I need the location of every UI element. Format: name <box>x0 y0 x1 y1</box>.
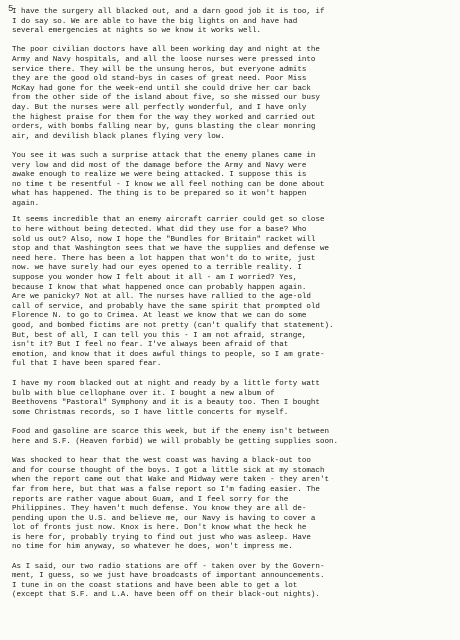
text-line: air, and devilish black planes flying very low. <box>12 132 225 141</box>
text-line: Army and Navy hospitals, and all the loose nurses were pressed into <box>12 55 316 64</box>
text-line: awake enough to realize we were being attacked. I suppose this is <box>12 171 307 180</box>
text-line: they are the good old stand-bys in cases of great need. Poor Miss <box>12 75 307 84</box>
text-line: suppose you wonder how I felt about it all - am I worried? Yes, <box>12 274 298 283</box>
text-line: I tune in on the coast stations and have been able to get a lot <box>12 581 298 590</box>
text-line: I have my room blacked out at night and ready by a little forty watt <box>12 379 320 388</box>
text-line: But, best of all, I can tell you this - I am not afraid, strange, <box>12 331 307 340</box>
text-line: service there. They will be the unsung heros, but everyone admits <box>12 65 307 74</box>
text-line: when the report came out that Wake and Midway were taken - they aren't <box>12 476 330 485</box>
text-line: ment, I guess, so we just have broadcasts of important announcements. <box>12 572 325 581</box>
text-line: As I said, our two radio stations are off - taken over by the Govern- <box>12 562 325 571</box>
paragraph-room-blackout <box>12 380 458 418</box>
text-line: You see it was such a surprise attack that the enemy planes came in <box>12 151 316 160</box>
text-line: sold us out? Also, now I hope the "Bundles for Britain" racket will <box>12 235 316 244</box>
paragraph-surprise-attack <box>12 152 458 210</box>
text-line: bulb with blue cellophane over it. I bought a new album of <box>12 389 275 398</box>
text-line: Are we panicky? Not at all. The nurses have rallied to the age-old <box>12 293 311 302</box>
text-line: pending upon the U.S. and believe me, our Navy is having to cover a <box>12 514 316 523</box>
text-line: Beethovens "Pastoral" Symphony and it is a beauty too. Then I bought <box>12 399 320 408</box>
text-line: Was shocked to hear that the west coast was having a black-out too <box>12 457 311 466</box>
text-line: The poor civilian doctors have all been working day and night at the <box>12 46 320 55</box>
text-line: some Christmas records, so I have little concerts for myself. <box>12 408 289 417</box>
text-line: to here without being detected. What did they use for a base? Who <box>12 226 307 235</box>
text-line: reports are rather vague about Guam, and I feel sorry for the <box>12 495 289 504</box>
page-corner-mark: 5 <box>8 4 14 14</box>
text-line: here and S.F. (Heaven forbid) we will probably be getting supplies soon. <box>12 437 339 446</box>
text-line: Florence N. to go to Crimea. At least we know that we can do some <box>12 312 307 321</box>
text-line: I have the surgery all blacked out, and a darn good job it is too, if <box>12 8 325 16</box>
text-line: very low and did most of the damage before the Army and Navy were <box>12 161 307 170</box>
text-line: again. <box>12 199 40 208</box>
text-line: now. we have surely had our eyes opened to a terrible reality. I <box>12 264 302 273</box>
text-line: no time t be resentful - I know we all feel nothing can be done about <box>12 180 325 189</box>
text-line: because I know that what happened once can probably happen again. <box>12 283 307 292</box>
text-line: lot of fronts just now. Knox is here. Don't know what the heck he <box>12 524 307 533</box>
text-line: I do say so. We are able to have the big lights on and have had <box>12 17 298 26</box>
letter-body <box>12 8 458 611</box>
text-line: and for course thought of the boys. I got a little sick at my stomach <box>12 466 325 475</box>
text-line: call of service, and probably have the same spirit that prompted old <box>12 302 320 311</box>
paragraph-radio-stations <box>12 563 458 601</box>
text-line: no time for him anyway, so whatever he does, won't impress me. <box>12 543 293 552</box>
text-line: what has happened. The thing is to be prepared so it won't happen <box>12 190 307 199</box>
text-line: It seems incredible that an enemy aircraft carrier could get so close <box>12 216 325 225</box>
paragraph-west-coast <box>12 457 458 553</box>
text-line: Philippines. They haven't much defense. You know they are all de- <box>12 505 307 514</box>
text-line: far from here, but that was a false report so I'm fading easier. The <box>12 485 320 494</box>
text-line: from the other side of the island about five, so she missed our busy <box>12 94 320 103</box>
paragraph-civilian-doctors <box>12 46 458 142</box>
text-line: several emergencies at nights so we know it works well. <box>12 27 262 36</box>
text-line: isn't it? But I feel no fear. I've always been afraid of that <box>12 341 289 350</box>
text-line: emotion, and know that it does awful things to people, so I am grate- <box>12 350 325 359</box>
text-line: ful that I have been spared fear. <box>12 360 162 369</box>
paragraph-aircraft-carrier <box>12 216 458 370</box>
paragraph-blackout-surgery <box>12 8 458 37</box>
text-line: orders, with bombs falling near by, guns blasting the clear monring <box>12 123 316 132</box>
text-line: day. But the nurses were all perfectly wonderful, and I have only <box>12 103 307 112</box>
text-line: (except that S.F. and L.A. have been off on their black-out nights). <box>12 591 320 600</box>
paragraph-food-gasoline <box>12 428 458 447</box>
text-line: McKay had gone for the week-end until she could drive her car back <box>12 84 311 93</box>
text-line: stop and that Washington sees that we have the supplies and defense we <box>12 245 330 254</box>
text-line: the highest praise for them for the way they worked and carried out <box>12 113 316 122</box>
text-line: good, and bombed fictims are not pretty (can't qualify that statement). <box>12 322 334 330</box>
text-line: is here for, probably trying to find out just who was asleep. Have <box>12 533 311 542</box>
text-line: Food and gasoline are scarce this week, but if the enemy isn't between <box>12 428 330 437</box>
text-line: need here. There has been a lot happen that won't do to write, just <box>12 254 316 263</box>
